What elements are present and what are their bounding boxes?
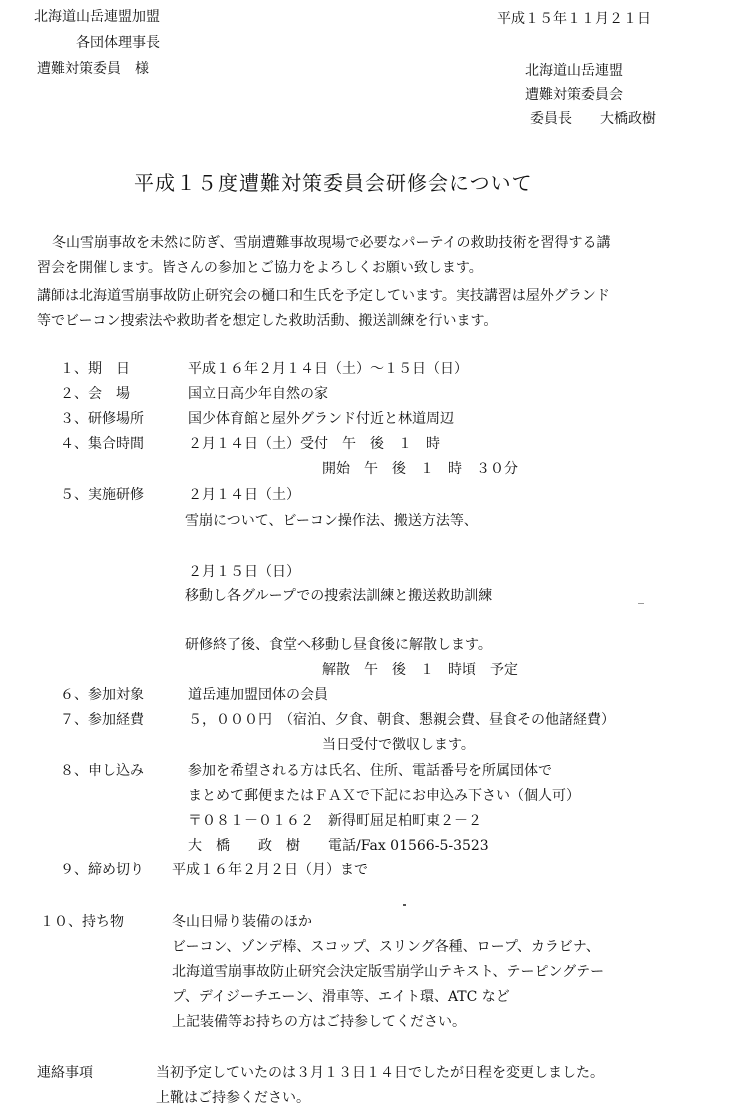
- item-value-training-site: 国少体育館と屋外グランド付近と林道周辺: [188, 411, 454, 427]
- contact-line-2: 上靴はご持参ください。: [156, 1090, 310, 1106]
- item-value-reception: ２月１４日（土）受付 午 後 １ 時: [188, 436, 440, 452]
- training-day2-date: ２月１５日（日）: [188, 564, 300, 580]
- sender-chair: 委員長 大橋政樹: [530, 111, 656, 127]
- training-day1-content: 雪崩について、ビーコン操作法、搬送方法等、: [185, 513, 478, 529]
- contact-label: 連絡事項: [37, 1065, 93, 1081]
- belongings-line-1: 冬山日帰り装備のほか: [172, 914, 312, 930]
- item-label-eligibility: ６、参加対象: [60, 687, 144, 703]
- item-label-application: ８、申し込み: [60, 763, 144, 779]
- training-closing: 研修終了後、食堂へ移動し昼食後に解散します。: [185, 637, 492, 653]
- training-day2-content: 移動し各グループでの捜索法訓練と搬送救助訓練: [185, 588, 493, 604]
- intro-line-3: 講師は北海道雪崩事故防止研究会の樋口和生氏を予定しています。実技講習は屋外グランド: [37, 288, 610, 304]
- item-label-training-site: ３、研修場所: [60, 411, 144, 427]
- item-value-fee: ５，０００円 （宿泊、夕食、朝食、懇親会費、昼食その他諸経費）: [188, 712, 615, 728]
- training-day1-date: ２月１４日（土）: [188, 487, 300, 503]
- sender-committee: 遭難対策委員会: [525, 87, 623, 103]
- item-value-eligibility: 道岳連加盟団体の会員: [188, 687, 328, 703]
- item-label-venue: ２、会 場: [60, 386, 130, 402]
- intro-line-4: 等でビーコン捜索法や救助者を想定した救助活動、搬送訓練を行います。: [37, 313, 498, 329]
- item-value-date: 平成１６年２月１４日（土）～１５日（日）: [188, 361, 468, 377]
- document-date: 平成１５年１１月２１日: [497, 11, 651, 27]
- application-line-1: 参加を希望される方は氏名、住所、電話番号を所属団体で: [188, 763, 552, 779]
- page-title: 平成１５度遭難対策委員会研修会について: [134, 171, 533, 195]
- application-address: 〒０８１－０１６２ 新得町屈足柏町東２－２: [188, 813, 482, 829]
- item-label-deadline: ９、締め切り: [60, 862, 144, 878]
- belongings-line-2: ビーコン、ゾンデ棒、スコップ、スリング各種、ロープ、カラビナ、: [172, 939, 600, 955]
- item-value-deadline: 平成１６年２月２日（月）まで: [172, 862, 368, 878]
- application-line-2: まとめて郵便またはＦＡＸで下記にお申込み下さい（個人可）: [188, 788, 580, 804]
- item-label-date: １、期 日: [60, 361, 130, 377]
- belongings-line-3: 北海道雪崩事故防止研究会決定版雪崩学山テキスト、テーピングテー: [172, 964, 605, 980]
- recipient-line-1: 北海道山岳連盟加盟: [34, 9, 160, 25]
- recipient-line-3: 遭難対策委員 様: [37, 61, 149, 77]
- item-label-training: ５、実施研修: [60, 487, 144, 503]
- intro-line-2: 習会を開催します。皆さんの参加とご協力をよろしくお願い致します。: [37, 260, 483, 276]
- belongings-line-5: 上記装備等お持ちの方はご持参してください。: [172, 1014, 466, 1030]
- sender-org: 北海道山岳連盟: [525, 63, 623, 79]
- application-contact: 大 橋 政 樹 電話/Fax 01566-5-3523: [188, 838, 489, 854]
- belongings-line-4: プ、デイジーチエーン、滑車等、エイト環、ATC など: [172, 989, 510, 1005]
- item-label-assembly-time: ４、集合時間: [60, 436, 144, 452]
- item-label-belongings: １０、持ち物: [40, 914, 124, 930]
- item-label-fee: ７、参加経費: [60, 712, 144, 728]
- scan-speck: [638, 603, 644, 604]
- item-value-venue: 国立日高少年自然の家: [188, 386, 328, 402]
- item-value-fee-note: 当日受付で徴収します。: [322, 737, 475, 753]
- item-value-start: 開始 午 後 １ 時 ３０分: [322, 461, 518, 477]
- contact-line-1: 当初予定していたのは３月１３日１４日でしたが日程を変更しました。: [156, 1065, 604, 1081]
- intro-line-1: 冬山雪崩事故を未然に防ぎ、雪崩遭難事故現場で必要なパーテイの救助技術を習得する講: [52, 235, 611, 251]
- scan-speck: [403, 904, 406, 906]
- training-dismissal: 解散 午 後 １ 時頃 予定: [322, 662, 518, 678]
- recipient-line-2: 各団体理事長: [76, 35, 160, 51]
